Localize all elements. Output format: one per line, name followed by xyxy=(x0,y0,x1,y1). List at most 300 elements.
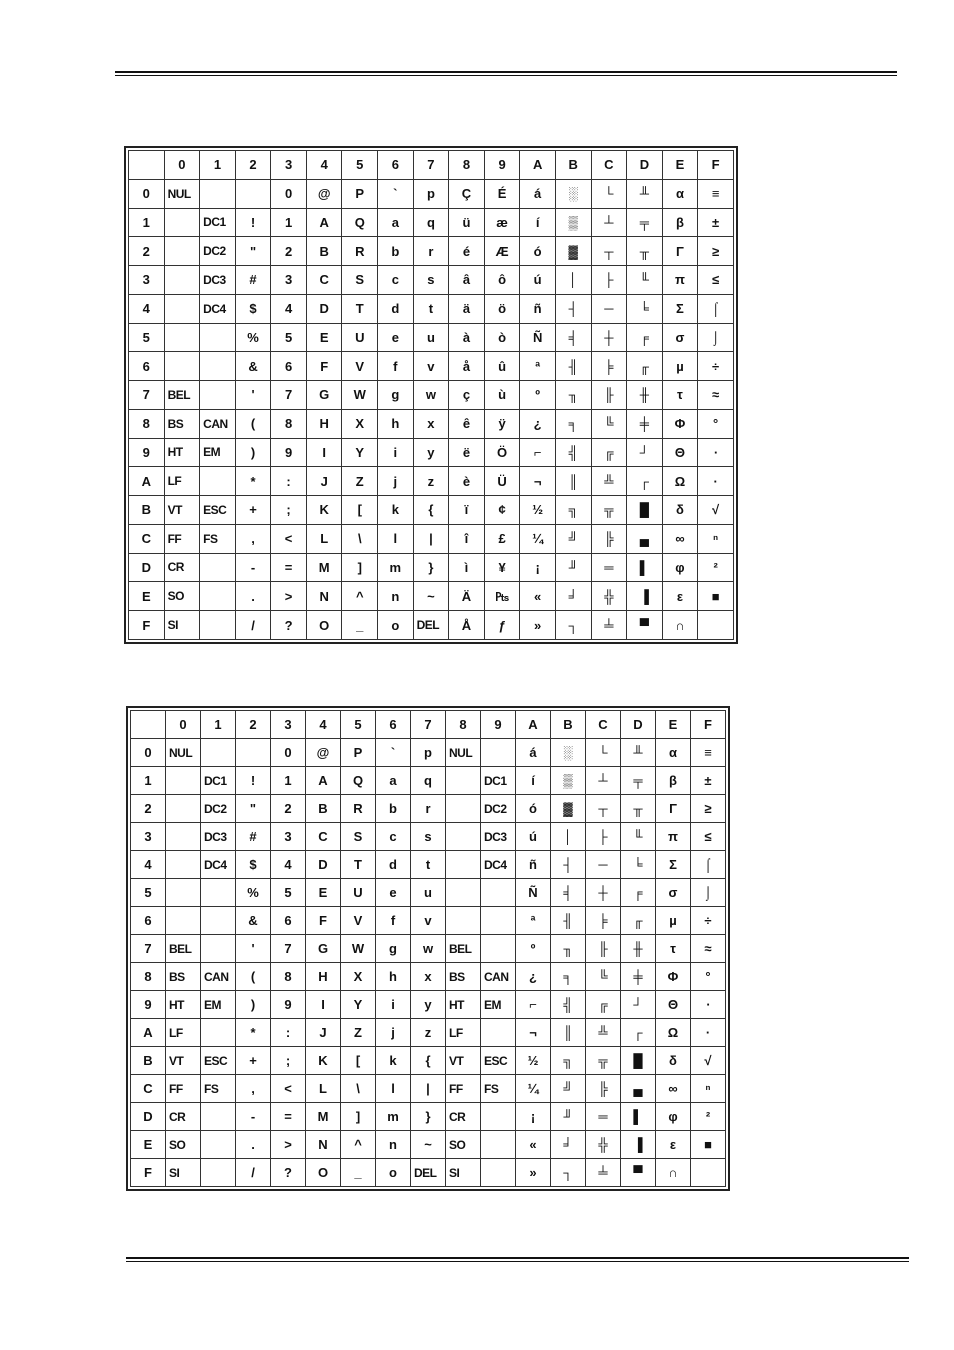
char-cell: ╘ xyxy=(627,294,663,323)
char-cell xyxy=(164,294,200,323)
char-cell: ¡ xyxy=(516,1103,551,1131)
row-header: D xyxy=(129,553,165,582)
char-cell: ` xyxy=(378,179,414,208)
char-cell xyxy=(446,851,481,879)
char-cell: à xyxy=(449,323,485,352)
char-cell: L xyxy=(306,1075,341,1103)
char-cell: ¬ xyxy=(516,1019,551,1047)
char-cell: ╛ xyxy=(551,1131,586,1159)
column-header: C xyxy=(591,151,627,180)
char-cell: Ö xyxy=(484,438,520,467)
char-cell: ╥ xyxy=(627,237,663,266)
char-cell: ■ xyxy=(691,1131,726,1159)
char-cell: g xyxy=(378,381,414,410)
char-cell: E xyxy=(306,879,341,907)
char-cell: ┼ xyxy=(586,879,621,907)
char-cell: > xyxy=(271,582,307,611)
char-cell: ô xyxy=(484,266,520,295)
char-cell: R xyxy=(342,237,378,266)
char-cell: DC4 xyxy=(481,851,516,879)
char-cell: S xyxy=(342,266,378,295)
char-cell: ! xyxy=(235,208,271,237)
char-cell: ½ xyxy=(516,1047,551,1075)
char-cell xyxy=(481,1159,516,1187)
char-cell: V xyxy=(341,907,376,935)
char-cell: ╦ xyxy=(586,1047,621,1075)
table-row xyxy=(131,1019,726,1047)
char-cell: ) xyxy=(236,991,271,1019)
char-cell xyxy=(201,739,236,767)
char-cell: ╔ xyxy=(586,991,621,1019)
char-cell: w xyxy=(411,935,446,963)
char-cell xyxy=(481,935,516,963)
char-cell: 6 xyxy=(271,907,306,935)
char-cell: B xyxy=(306,237,342,266)
char-cell: Ü xyxy=(484,467,520,496)
char-cell: Θ xyxy=(656,991,691,1019)
char-cell: ┘ xyxy=(627,438,663,467)
char-cell: FF xyxy=(446,1075,481,1103)
char-cell: ¥ xyxy=(484,553,520,582)
char-cell: b xyxy=(376,795,411,823)
table-row xyxy=(131,1075,726,1103)
char-cell: ╥ xyxy=(621,795,656,823)
table-row xyxy=(129,582,734,611)
char-cell: ┐ xyxy=(551,1159,586,1187)
char-cell: y xyxy=(411,991,446,1019)
char-cell: S xyxy=(341,823,376,851)
char-cell: DC1 xyxy=(201,767,236,795)
char-cell: ° xyxy=(698,409,734,438)
char-cell: ü xyxy=(449,208,485,237)
char-cell: ÷ xyxy=(698,352,734,381)
char-cell: 9 xyxy=(271,438,307,467)
char-cell: e xyxy=(376,879,411,907)
char-cell: ╬ xyxy=(591,582,627,611)
char-cell: N xyxy=(306,582,342,611)
char-cell: ╣ xyxy=(555,438,591,467)
char-cell: á xyxy=(516,739,551,767)
char-cell: ¼ xyxy=(520,524,556,553)
char-cell: 6 xyxy=(271,352,307,381)
table-row xyxy=(129,611,734,640)
char-cell: █ xyxy=(621,1047,656,1075)
char-cell: φ xyxy=(662,553,698,582)
char-cell: ? xyxy=(271,611,307,640)
char-cell: ├ xyxy=(591,266,627,295)
char-cell: DEL xyxy=(411,1159,446,1187)
char-cell: ─ xyxy=(591,294,627,323)
char-cell: ╩ xyxy=(591,467,627,496)
char-cell: CR xyxy=(446,1103,481,1131)
char-cell: A xyxy=(306,767,341,795)
table-row xyxy=(131,879,726,907)
char-cell: å xyxy=(449,352,485,381)
char-cell: k xyxy=(376,1047,411,1075)
char-cell: r xyxy=(411,795,446,823)
table-row xyxy=(131,1131,726,1159)
char-cell: % xyxy=(235,323,271,352)
char-cell: ╢ xyxy=(551,907,586,935)
char-cell xyxy=(446,907,481,935)
char-cell: BS xyxy=(446,963,481,991)
char-cell: j xyxy=(376,1019,411,1047)
char-cell: ┬ xyxy=(591,237,627,266)
column-header: 0 xyxy=(166,711,201,739)
char-cell: ╦ xyxy=(591,496,627,525)
char-cell: + xyxy=(236,1047,271,1075)
char-cell: ] xyxy=(341,1103,376,1131)
char-cell: Θ xyxy=(662,438,698,467)
row-header: 2 xyxy=(129,237,165,266)
char-cell: u xyxy=(413,323,449,352)
char-cell: = xyxy=(271,1103,306,1131)
char-cell: · xyxy=(698,467,734,496)
char-cell: ¿ xyxy=(516,963,551,991)
char-cell: ⌡ xyxy=(691,879,726,907)
char-cell: ╜ xyxy=(555,553,591,582)
column-header: B xyxy=(555,151,591,180)
char-cell: ¡ xyxy=(520,553,556,582)
char-cell: ∩ xyxy=(656,1159,691,1187)
table-row xyxy=(129,381,734,410)
char-cell: VT xyxy=(164,496,200,525)
char-cell: ┌ xyxy=(627,467,663,496)
char-cell: ∙ xyxy=(698,438,734,467)
char-cell: ⌠ xyxy=(691,851,726,879)
row-header: 4 xyxy=(131,851,166,879)
char-cell: K xyxy=(306,496,342,525)
table-row xyxy=(129,237,734,266)
char-cell: * xyxy=(235,467,271,496)
char-cell: ó xyxy=(516,795,551,823)
char-cell: CR xyxy=(164,553,200,582)
char-cell: φ xyxy=(656,1103,691,1131)
char-cell: V xyxy=(342,352,378,381)
char-cell: I xyxy=(306,438,342,467)
char-cell: i xyxy=(376,991,411,1019)
char-cell: o xyxy=(378,611,414,640)
char-cell: @ xyxy=(306,739,341,767)
char-cell: ╫ xyxy=(627,381,663,410)
char-cell: [ xyxy=(342,496,378,525)
char-cell: ╨ xyxy=(627,179,663,208)
char-cell: ≥ xyxy=(691,795,726,823)
char-cell: 9 xyxy=(271,991,306,1019)
char-cell: Φ xyxy=(656,963,691,991)
char-cell: ╧ xyxy=(591,611,627,640)
char-cell: n xyxy=(376,1131,411,1159)
char-cell: ═ xyxy=(591,553,627,582)
char-cell: VT xyxy=(166,1047,201,1075)
char-cell: CAN xyxy=(200,409,236,438)
char-cell: ╔ xyxy=(591,438,627,467)
char-cell xyxy=(164,323,200,352)
char-cell: σ xyxy=(662,323,698,352)
row-header: E xyxy=(129,582,165,611)
char-cell xyxy=(201,879,236,907)
char-cell: Φ xyxy=(662,409,698,438)
char-cell: Ñ xyxy=(516,879,551,907)
char-cell: · xyxy=(691,1019,726,1047)
char-cell: Σ xyxy=(662,294,698,323)
char-cell: ╩ xyxy=(586,1019,621,1047)
char-cell: Γ xyxy=(662,237,698,266)
char-cell: { xyxy=(411,1047,446,1075)
char-cell xyxy=(164,266,200,295)
char-cell: ∞ xyxy=(656,1075,691,1103)
char-cell: Ä xyxy=(449,582,485,611)
char-cell: DC1 xyxy=(481,767,516,795)
char-cell: ┴ xyxy=(586,767,621,795)
char-cell: ╚ xyxy=(591,409,627,438)
char-cell: ╝ xyxy=(555,524,591,553)
column-header: F xyxy=(698,151,734,180)
char-cell xyxy=(166,907,201,935)
char-cell: ï xyxy=(449,496,485,525)
char-cell xyxy=(200,381,236,410)
char-cell: LF xyxy=(166,1019,201,1047)
character-set-table-1 xyxy=(124,146,738,644)
char-cell xyxy=(200,323,236,352)
char-cell: ╒ xyxy=(627,323,663,352)
char-cell: P xyxy=(342,179,378,208)
char-cell: î xyxy=(449,524,485,553)
row-header: 5 xyxy=(129,323,165,352)
footer-rule xyxy=(126,1257,909,1262)
char-cell: N xyxy=(306,1131,341,1159)
char-cell: K xyxy=(306,1047,341,1075)
char-cell: + xyxy=(235,496,271,525)
header-rule xyxy=(115,71,897,76)
char-cell: k xyxy=(378,496,414,525)
char-cell: « xyxy=(516,1131,551,1159)
char-cell xyxy=(200,553,236,582)
column-header: B xyxy=(551,711,586,739)
char-cell: ÿ xyxy=(484,409,520,438)
char-cell: J xyxy=(306,467,342,496)
char-cell: á xyxy=(520,179,556,208)
char-cell: c xyxy=(378,266,414,295)
row-header: 5 xyxy=(131,879,166,907)
char-cell xyxy=(164,352,200,381)
char-cell: Z xyxy=(341,1019,376,1047)
char-cell: DEL xyxy=(413,611,449,640)
char-cell: ╘ xyxy=(621,851,656,879)
char-cell: 8 xyxy=(271,963,306,991)
char-cell: < xyxy=(271,1075,306,1103)
char-cell: p xyxy=(411,739,446,767)
char-cell: Σ xyxy=(656,851,691,879)
table-row xyxy=(131,1047,726,1075)
char-cell: E xyxy=(306,323,342,352)
char-cell: f xyxy=(376,907,411,935)
char-cell: ² xyxy=(691,1103,726,1131)
char-cell: ╙ xyxy=(621,823,656,851)
char-cell: B xyxy=(306,795,341,823)
char-cell: / xyxy=(236,1159,271,1187)
row-header: C xyxy=(131,1075,166,1103)
char-cell: x xyxy=(411,963,446,991)
char-cell: q xyxy=(411,767,446,795)
char-cell: â xyxy=(449,266,485,295)
char-cell: ≈ xyxy=(698,381,734,410)
char-cell: └ xyxy=(591,179,627,208)
char-cell: LF xyxy=(164,467,200,496)
char-cell: DC2 xyxy=(200,237,236,266)
char-cell: ì xyxy=(449,553,485,582)
char-cell: = xyxy=(271,553,307,582)
char-cell: ⁿ xyxy=(691,1075,726,1103)
char-cell: FF xyxy=(166,1075,201,1103)
table-row xyxy=(129,467,734,496)
char-cell xyxy=(201,1159,236,1187)
char-cell: ╕ xyxy=(551,963,586,991)
char-cell: VT xyxy=(446,1047,481,1075)
char-cell: ▌ xyxy=(627,553,663,582)
char-cell: τ xyxy=(662,381,698,410)
row-header: A xyxy=(129,467,165,496)
char-cell: SO xyxy=(166,1131,201,1159)
table-row xyxy=(129,352,734,381)
char-cell: ┬ xyxy=(586,795,621,823)
char-cell: ÷ xyxy=(691,907,726,935)
char-cell: û xyxy=(484,352,520,381)
char-cell: T xyxy=(341,851,376,879)
char-cell: HT xyxy=(164,438,200,467)
char-cell: ▒ xyxy=(551,767,586,795)
char-cell: π xyxy=(656,823,691,851)
char-cell: ╓ xyxy=(627,352,663,381)
char-cell: ESC xyxy=(200,496,236,525)
char-cell: _ xyxy=(341,1159,376,1187)
table-row xyxy=(129,438,734,467)
char-cell: σ xyxy=(656,879,691,907)
char-cell: ° xyxy=(691,963,726,991)
char-cell: ├ xyxy=(586,823,621,851)
char-cell: $ xyxy=(236,851,271,879)
table-row xyxy=(131,767,726,795)
char-cell: ê xyxy=(449,409,485,438)
char-cell: J xyxy=(306,1019,341,1047)
char-cell: , xyxy=(235,524,271,553)
char-cell: ⌐ xyxy=(520,438,556,467)
char-cell: ≡ xyxy=(691,739,726,767)
char-cell: NUL xyxy=(166,739,201,767)
char-cell: ^ xyxy=(342,582,378,611)
char-cell: BEL xyxy=(164,381,200,410)
char-cell: ╠ xyxy=(591,524,627,553)
char-cell: FF xyxy=(164,524,200,553)
char-cell: 5 xyxy=(271,879,306,907)
char-cell: F xyxy=(306,907,341,935)
char-cell: ╙ xyxy=(627,266,663,295)
char-cell: 1 xyxy=(271,767,306,795)
char-cell: ╖ xyxy=(555,381,591,410)
char-cell: o xyxy=(376,1159,411,1187)
char-cell: ; xyxy=(271,1047,306,1075)
char-cell: & xyxy=(236,907,271,935)
char-cell: CAN xyxy=(481,963,516,991)
row-header: 2 xyxy=(131,795,166,823)
char-cell: ▌ xyxy=(621,1103,656,1131)
table-row xyxy=(129,553,734,582)
char-cell: Y xyxy=(341,991,376,1019)
table-row xyxy=(129,179,734,208)
row-header: 0 xyxy=(131,739,166,767)
char-cell xyxy=(481,1019,516,1047)
char-cell: Æ xyxy=(484,237,520,266)
char-cell: \ xyxy=(342,524,378,553)
char-cell: Z xyxy=(342,467,378,496)
char-cell: ╡ xyxy=(551,879,586,907)
char-cell: ┴ xyxy=(591,208,627,237)
char-cell xyxy=(481,1103,516,1131)
char-cell: p xyxy=(413,179,449,208)
char-cell: ε xyxy=(662,582,698,611)
table-row xyxy=(131,851,726,879)
char-cell: t xyxy=(413,294,449,323)
char-cell: ] xyxy=(342,553,378,582)
char-cell: ¢ xyxy=(484,496,520,525)
char-cell: ║ xyxy=(555,467,591,496)
char-cell: ESC xyxy=(201,1047,236,1075)
char-cell: │ xyxy=(555,266,591,295)
char-cell: ? xyxy=(271,1159,306,1187)
column-header: 1 xyxy=(201,711,236,739)
char-cell: ┤ xyxy=(551,851,586,879)
char-cell: A xyxy=(306,208,342,237)
char-cell xyxy=(201,1019,236,1047)
char-cell: - xyxy=(235,553,271,582)
char-cell: SI xyxy=(446,1159,481,1187)
char-cell: 4 xyxy=(271,851,306,879)
char-cell: v xyxy=(413,352,449,381)
char-cell: « xyxy=(520,582,556,611)
table-row xyxy=(129,208,734,237)
char-cell: ₧ xyxy=(484,582,520,611)
char-cell: £ xyxy=(484,524,520,553)
column-header: 1 xyxy=(200,151,236,180)
char-cell: ë xyxy=(449,438,485,467)
row-header: 4 xyxy=(129,294,165,323)
char-cell: @ xyxy=(306,179,342,208)
char-cell: n xyxy=(378,582,414,611)
table-row xyxy=(131,739,726,767)
char-cell: ╒ xyxy=(621,879,656,907)
char-cell xyxy=(446,879,481,907)
char-cell: è xyxy=(449,467,485,496)
char-cell: ╛ xyxy=(555,582,591,611)
char-cell: HT xyxy=(166,991,201,1019)
char-cell xyxy=(200,611,236,640)
char-cell xyxy=(446,795,481,823)
row-header: 9 xyxy=(131,991,166,1019)
char-cell: ' xyxy=(235,381,271,410)
char-cell xyxy=(164,237,200,266)
char-cell: DC3 xyxy=(481,823,516,851)
char-cell: ñ xyxy=(520,294,556,323)
row-header: 8 xyxy=(131,963,166,991)
char-cell xyxy=(698,611,734,640)
char-cell: } xyxy=(413,553,449,582)
char-cell: ( xyxy=(235,409,271,438)
char-cell: U xyxy=(342,323,378,352)
char-cell: ╞ xyxy=(591,352,627,381)
char-cell: █ xyxy=(627,496,663,525)
row-header: D xyxy=(131,1103,166,1131)
char-cell xyxy=(166,851,201,879)
